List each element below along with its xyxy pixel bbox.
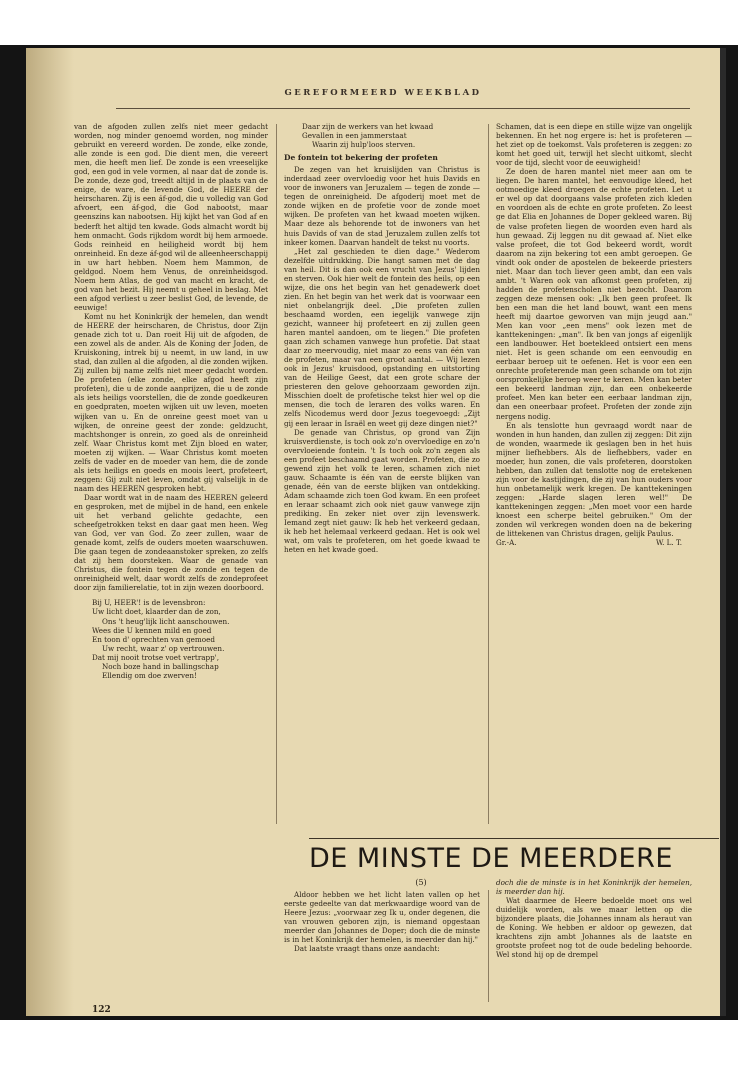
verse-line: Gevallen in een jammerstaat <box>302 131 407 141</box>
article2-column-right <box>496 878 692 1002</box>
verse-line: Noch boze hand in ballingschap <box>102 661 219 671</box>
signature-initials: W. L. T. <box>655 538 682 548</box>
paragraph: Ze doen de haren mantel niet meer aan om te liegen. De haren mantel, het eenvoudige kleed, het ootmoedige kleed droegen de echte profeten. Let u er wel op dat doorgaans valse profeten zich kleden en voordoen als de echte en grote profeten. Zo leest ge dat Elia en Johannes de Doper gekleed waren. Bij de valse profeten liegen de woorden even hard als hun gewaad. Zij leggen nu dit gewaad af. Niet elke valse profeet, die tot God bekeerd wordt, wordt daarom na zijn bekering tot een ambt geroepen. Ge vindt ook onder de apostelen de bekeerde priesters niet. Maar dan toch liever geen ambt, dan een vals ambt. 't Waren ook van afkomst geen profeten, zij hadden de profetenscholen niet bezocht. Daarom zeggen deze mensen ook: „Ik ben geen profeet. Ik ben een man die het land bouwt, want een mens heeft mij daartoe geworven van mijn jeugd aan." Men kan voor „een mens" ook lezen met de kanttekeningen: „man". Ik ben van jongs af eigenlijk een landbouwer. Het boetekleed ontsiert een mens niet. Het is geen schande om een eenvoudig en eerbaar beroep uit te oefenen. Het is voor een een onrechte profeterende man geen schande om tot zijn oorspronkelijke beroep weer te keren. Men kan beter een bekeerd landman zijn, dan een onbekeerde profeet. Men kan beter een eerbaar landman zijn, dan een oneerbaar profeet. Profeten der zonde zijn nergens nodig. <box>496 167 692 421</box>
verse-line: En toon d' oprechten van gemoed <box>92 634 215 644</box>
verse-line: Uw recht, waar z' op vertrouwen. <box>102 643 225 653</box>
paragraph: Schamen, dat is een diepe en stille wijze van ongelijk bekennen. En het nog ergere is: het is profeteren — het ziet op de toekomst. Vals profeteren is zeggen: zo komt het goed uit, terwijl het slecht uitkomt, slecht voor de tijd, slecht voor de eeuwigheid! <box>496 122 692 168</box>
article-title: DE MINSTE DE MEERDERE <box>309 843 673 874</box>
magazine-page <box>26 48 726 1016</box>
paragraph: Wat daarmee de Heere bedoelde moet ons wel duidelijk worden, als we maar letten op die bijzondere plaats, die Johannes innam als heraut van de Koning. We hebben er aldoor op gewezen, dat krachtens zijn ambt Johannes als de laatste en grootste profeet nog tot de oude bedeling behoorde. Wel stond hij op de drempel <box>496 896 692 960</box>
verse-line: Wees die U kennen mild en goed <box>92 625 212 635</box>
paragraph: De genade van Christus, op grond van Zijn kruisverdienste, is toch ook zo'n overvloedige en zo'n overvloeiende fontein. 't Is toch ook zo'n zegen als een profeet beschaamd gaat worden. Profeten, die zo gewend zijn het volk te leren, schamen zich niet gauw. Schaamte is één van de eerste blijken van genade, één van de eerste blijken van ontdekking. Adam schaamde zich toen God kwam. En een profeet en leraar schaamt zich ook niet gauw vanwege zijn prediking. En zeker niet over zijn levenswerk. Iemand zegt niet gauw: Ik heb het verkeerd gedaan, ik heb het helemaal verkeerd gedaan. Het is ook wel wat, om vals te profeteren, om het goede kwaad te heten en het kwade goed. <box>284 427 480 555</box>
verse-line: Daar zijn de werkers van het kwaad <box>302 122 434 131</box>
verse-line: Uw licht doet, klaarder dan de zon, <box>92 607 221 617</box>
verse-line: Ellendig om doe zwerven! <box>102 670 197 680</box>
section-heading: De fontein tot bekering der profeten <box>284 153 438 163</box>
signature-place: Gr.-A. <box>496 538 517 548</box>
column-right <box>496 122 692 828</box>
paragraph: van de afgoden zullen zelfs niet meer gedacht worden, nog minder genoemd worden, nog minder gebruikt en vereerd worden. De zonde, elke zonde, alle zonde is een god. Die dient men, die vereert men, die heeft men lief. De zonde is een vreeselijke god, een god in vele vormen, al naar dat de zonde is. De zonde, deze god, treedt altijd in de plaats van de enige, de ware, de levende God, de HEERE der heirscharen. Zij is een áf-god, die u volledig van God afvoert, een áf-god, die God nabootst, maar geenszins kan nabootsen. Hij kijkt het van God af en bederft het altijd ten kwade. Gods almacht wordt bij hem onmacht. Gods rijkdom wordt bij hem armoede. Gods reinheid en heiligheid wordt bij hem onreinheid. En deze áf-god wil de alleenheerschappij in uw hart hebben. Noem hem Mammon, de geldgod. Noem hem Venus, de onreinheidsgod. Noem hem Atlas, de god van macht en kracht, de god van het bezit. Hij neemt u geheel in beslag. Met een afgod verliest u zeer beslist God, de levende, de eeuwige! <box>74 122 268 312</box>
paragraph: De zegen van het kruislijden van Christus is inderdaad zeer overvloedig voor het huis Davids en voor de inwoners van Jeruzalem — tegen de zonde — tegen de onreinigheid. De afgoderij moet met de zonde wijken en de profetie voor de zonde moet wijken. De profeten van het kwaad moeten wijken. Maar deze als behorende tot de inwoners van het huis Davids of van de stad Jeruzalem zullen zelfs tot inkeer komen. Daarvan handelt de tekst nu voorts. <box>284 165 480 247</box>
paragraph: Aldoor hebben we het licht laten vallen op het eerste gedeelte van dat merkwaardige woord van de Heere Jezus: „voorwaar zeg Ik u, onder degenen, die van vrouwen geboren zijn, is niemand opgestaan meerder dan Johannes de Doper; doch die de minste is in het Koninkrijk der hemelen, is meerder dan hij." <box>284 890 480 945</box>
article-part-number: (5) <box>415 878 427 887</box>
signature <box>496 538 692 547</box>
verse-line: Waarin zij hulp'loos sterven. <box>312 140 416 150</box>
column-middle <box>284 122 480 828</box>
page-number: 122 <box>92 1005 111 1015</box>
paragraph: Daar wordt wat in de naam des HEEREN geleerd en gesproken, met de mijbel in de hand, een enkele uit het verband gelichte gedachte, een scheefgetrokken tekst en daar gaat men heen. Weg van God, ver van God. Zo zeer zullen, waar de genade komt, zelfs de ouders moeten waarschuwen. Die gaan tegen de zondeaanstoker spreken, zo zelfs dat zij hem doorsteken. Waar de genade van Christus, die fontein tegen de zonde en tegen de onreinigheid welt, daar wordt zelfs de zondeprofeet door zijn familierelatie, tot in zijn wezen doorboord. <box>74 492 268 593</box>
column-divider <box>276 124 277 824</box>
verse-line: Bij U, HEER'! is de levensbron: <box>92 598 206 608</box>
title-rule <box>309 838 719 839</box>
paragraph: doch die de minste is in het Koninkrijk der hemelen, is meerder dan hij. <box>496 878 692 897</box>
running-header: GEREFORMEERD WEEKBLAD <box>56 88 710 104</box>
paragraph: Komt nu het Koninkrijk der hemelen, dan wendt de HEERE der heirscharen, de Christus, door Zijn genade zich tot u. Dan roeit Hij uit de afgoden, de een zowel als de ander. Als de Koning der Joden, de Kruiskoning, intrek bij u neemt, in uw land, in uw stad, dan zullen al die afgoden, al die zonden wijken. Zij zullen bij name zelfs niet meer gedacht worden. De profeten (elke zonde, elke afgod heeft zijn profeten), die u de zonde aanprijzen, die u de zonde als iets heiligs voorstellen, die de zonde goedkeuren en goedpraten, moeten wijken uit uw leven, moeten wijken van u. En de onreine geest moet van u wijken, de onreine geest der zonde: geldzucht, machtshonger is onrein, zo goed als de onreinheid zelf. Waar Christus komt met Zijn bloed en water, moeten zij wijken. — Waar Christus komt moeten zelfs de vader en de moeder van hem, die de zonde als iets heiligs en goeds en moois leert, profeteert, zeggen: Gij zult niet leven, omdat gij valselijk in de naam des HEEREN gesproken hebt. <box>74 311 268 493</box>
column-divider <box>488 890 489 1002</box>
paragraph: „Het zal geschieden te dien dage." Wederom dezelfde uitdrukking. Die hangt samen met de dag van heil. Dit is dan ook een vrucht van Jezus' lijden en sterven. Ook hier welt de fontein des heils, op een wijze, die ons het begin van het genadewerk doet zien. En het begin van het werk dat is voorwaar een niet onbelangrijk deel. „Die profeten zullen beschaamd worden, een iegelijk vanwege zijn gezicht, wanneer hij profeteert en zij zullen geen haren mantel aandoen, om te liegen." Die profeten gaan zich schamen vanwege hun profetie. Dat staat daar zo meervoudig, niet maar zo eens van één van de profeten, maar van een groot aantal. — Wij lezen ook in Jezus' kruisdood, opstanding en uitstorting van de Heilige Geest, dat een grote schare der priesteren den gelove gehoorzaam geworden zijn. Misschien doelt de profetische tekst hier wel op die mensen, die toch de leraren des volks waren. En zelfs Nicodemus werd door Jezus toegevoegd: „Zijt gij een leraar in Israël en weet gij deze dingen niet?" <box>284 246 480 428</box>
column-left <box>74 122 268 1002</box>
page-gutter-shadow <box>26 48 74 1016</box>
paragraph: Dat laatste vraagt thans onze aandacht: <box>294 944 440 954</box>
article2-column-middle <box>284 890 480 1002</box>
paragraph: En als tenslotte hun gevraagd wordt naar de wonden in hun handen, dan zullen zij zeggen: Dit zijn de wonden, waarmede ik geslagen ben in het huis mijner liefhebbers. Als de liefhebbers, vader en moeder, hun zonen, die vals profeteren, doorstoken hebben, dan zullen dat tenslotte nog de eretekenen zijn voor de kastijdingen, die zij van hun ouders voor hun onbetamelijk werk kregen. De kanttekeningen zeggen: „Harde slagen leren wel!" De kanttekeningen zeggen: „Men moet voor een harde knoest een scherpe beitel gebruiken." Om der zonden wil verkregen wonden doen na de bekering de littekenen van Christus dragen, gelijk Paulus. <box>496 420 692 539</box>
verse-line: Dat mij nooit trotse voet vertrapp', <box>92 652 220 662</box>
column-divider <box>488 124 489 824</box>
verse-line: Ons 't heug'lijk licht aanschouwen. <box>102 616 230 626</box>
